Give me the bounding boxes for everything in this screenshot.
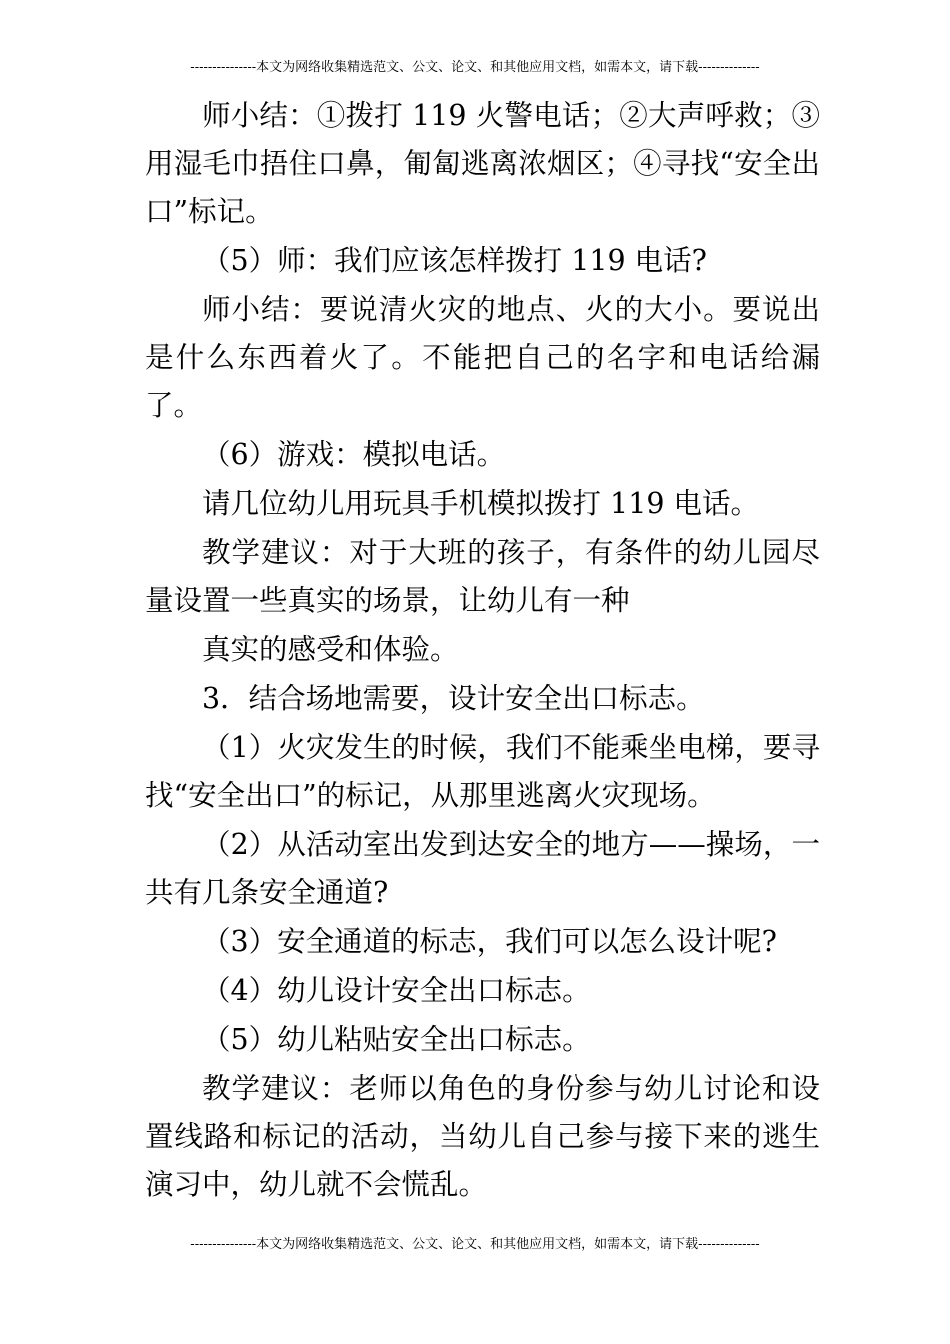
page-header-notice: ---------------本文为网络收集精选范文、公文、论文、和其他应用文档，如需本文，请下载--------------	[190, 60, 760, 75]
document-body	[145, 92, 820, 1209]
paragraph-summary-actions: 师小结：①拨打 119 火警电话；②大声呼救；③用湿毛巾捂住口鼻，匍匐逃离浓烟区；④寻找“安全出口”标记。	[145, 99, 820, 228]
paragraph-simulate-call: 请几位幼儿用玩具手机模拟拨打 119 电话。	[202, 487, 760, 520]
paragraph-step-2: （2）从活动室出发到达安全的地方——操场，一共有几条安全通道?	[145, 828, 820, 909]
paragraph-section-3: 3．结合场地需要，设计安全出口标志。	[202, 682, 705, 715]
paragraph-step-3: （3）安全通道的标志，我们可以怎么设计呢?	[202, 925, 777, 958]
page-footer-notice: ---------------本文为网络收集精选范文、公文、论文、和其他应用文档，如需本文，请下载--------------	[190, 1237, 760, 1252]
paragraph-teaching-suggestion-1-cont: 真实的感受和体验。	[202, 633, 459, 666]
paragraph-teaching-suggestion-1: 教学建议：对于大班的孩子，有条件的幼儿园尽量设置一些真实的场景，让幼儿有一种	[145, 536, 820, 617]
paragraph-step-4: （4）幼儿设计安全出口标志。	[202, 974, 591, 1007]
paragraph-teaching-suggestion-2: 教学建议：老师以角色的身份参与幼儿讨论和设置线路和标记的活动，当幼儿自己参与接下来的逃生演习中，幼儿就不会慌乱。	[145, 1072, 820, 1201]
paragraph-summary-call: 师小结：要说清火灾的地点、火的大小。要说出是什么东西着火了。不能把自己的名字和电话给漏了。	[145, 293, 820, 422]
paragraph-step-5: （5）幼儿粘贴安全出口标志。	[202, 1023, 591, 1056]
paragraph-step-1: （1）火灾发生的时候，我们不能乘坐电梯，要寻找“安全出口”的标记，从那里逃离火灾现场。	[145, 731, 820, 812]
paragraph-question-5: （5）师：我们应该怎样拨打 119 电话?	[202, 244, 707, 277]
paragraph-game-6: （6）游戏：模拟电话。	[202, 438, 506, 471]
